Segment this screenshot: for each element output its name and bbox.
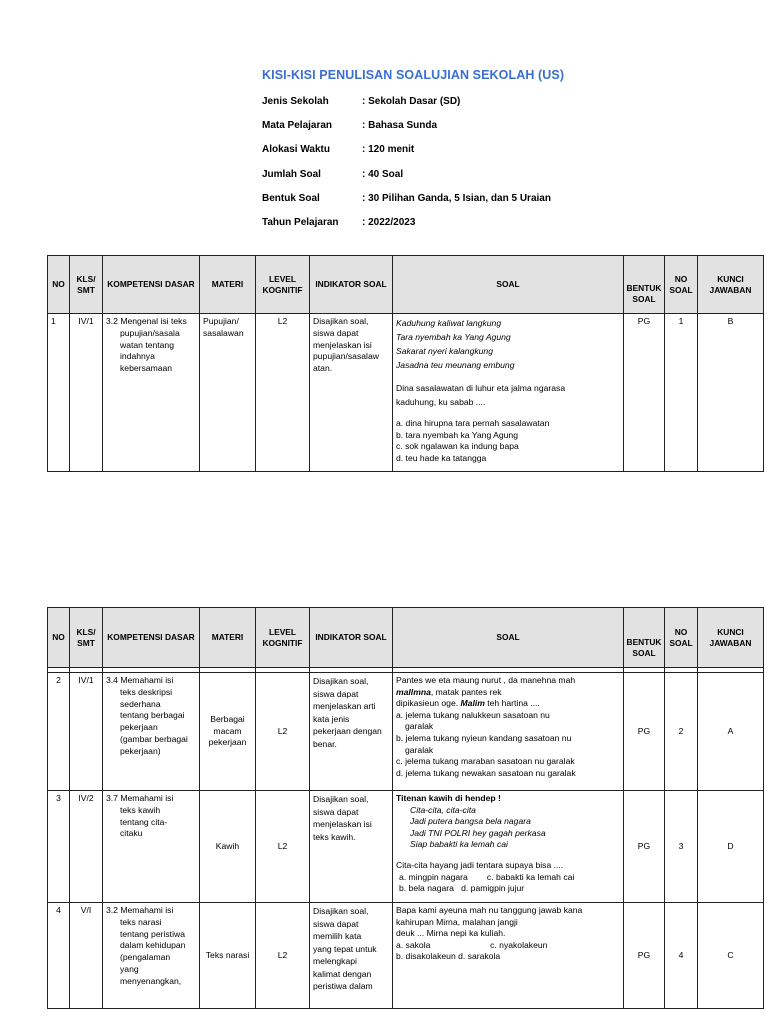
header-kls-smt: KLS/ SMT: [70, 608, 103, 668]
table-row: [48, 903, 764, 1009]
header-no-soal: NO SOAL: [665, 256, 698, 314]
meta-label: Jenis Sekolah: [262, 96, 329, 107]
document-meta: [262, 96, 551, 241]
meta-value: : 30 Pilihan Ganda, 5 Isian, dan 5 Uraian: [362, 192, 551, 204]
meta-row: [262, 96, 551, 120]
cell-no-soal: 4: [665, 903, 698, 1009]
cell-bentuk: PG: [624, 673, 665, 791]
header-no: NO: [48, 608, 70, 668]
meta-label: Jumlah Soal: [262, 168, 321, 180]
header-level-kognitif: LEVEL KOGNITIF: [256, 608, 310, 668]
meta-value: : 2022/2023: [362, 216, 416, 228]
cell-materi: Pupujian/ sasalawan: [200, 314, 256, 472]
cell-indikator: Disajikan soal, siswa dapat menjelaskan arti kata jenis pekerjaan dengan benar.: [310, 673, 393, 791]
meta-label: Tahun Pelajaran: [262, 216, 339, 228]
header-no-soal: NO SOAL: [665, 608, 698, 668]
cell-no-soal: 2: [665, 673, 698, 791]
header-kunci-jawaban: KUNCI JAWABAN: [698, 256, 764, 314]
cell-bentuk: PG: [624, 903, 665, 1009]
header-bentuk-soal: BENTUK SOAL: [624, 608, 665, 668]
cell-soal: Pantes we eta maung nurut , da manehna mah mallmna, matak pantes rek dipikasieun oge. Malim teh hartina .... a. jelema tukang nalukkeun sasatoan nu garalak b. jelema tukang nyieun kandang sasatoan nu garalak c. jelema tukang maraban sasatoan nu garalak d. jelema tukang newakan sasatoan nu garalak: [393, 673, 624, 791]
meta-value: : 40 Soal: [362, 168, 404, 180]
meta-label: Alokasi Waktu: [262, 144, 330, 156]
header-indikator-soal: INDIKATOR SOAL: [310, 608, 393, 668]
cell-level: L2: [256, 314, 310, 472]
cell-kls: IV/1: [70, 314, 103, 472]
header-indikator-soal: INDIKATOR SOAL: [310, 256, 393, 314]
cell-materi: Kawih: [200, 791, 256, 903]
cell-kunci: B: [698, 314, 764, 472]
cell-no-soal: 1: [665, 314, 698, 472]
cell-kls: V/I: [70, 903, 103, 1009]
cell-no-soal: 3: [665, 791, 698, 903]
header-materi: MATERI: [200, 256, 256, 314]
meta-row: [262, 120, 551, 144]
kisi-table-2: [47, 607, 764, 1009]
header-kompetensi-dasar: KOMPETENSI DASAR: [103, 608, 200, 668]
cell-kompetensi-dasar: 3.2 Memahami isi teks narasi tentang peristiwa dalam kehidupan (pengalaman yang menyenangkan,: [103, 903, 200, 1009]
table-header-row: [48, 256, 764, 314]
header-level-kognitif: LEVEL KOGNITIF: [256, 256, 310, 314]
cell-kompetensi-dasar: 3.4 Memahami isi teks deskripsi sederhana tentang berbagai pekerjaan (gambar berbagai pekerjaan): [103, 673, 200, 791]
header-kls-smt: KLS/ SMT: [70, 256, 103, 314]
cell-indikator: Disajikan soal, siswa dapat memilih kata yang tepat untuk melengkapi kalimat dengan peristiwa dalam: [310, 903, 393, 1009]
header-kunci-jawaban: KUNCI JAWABAN: [698, 608, 764, 668]
cell-indikator: Disajikan soal, siswa dapat menjelaskan isi pupujian/sasalaw atan.: [310, 314, 393, 472]
meta-label: Mata Pelajaran: [262, 120, 333, 132]
meta-row: [262, 217, 551, 241]
cell-materi: Berbagai macam pekerjaan: [200, 673, 256, 791]
meta-row: [262, 144, 551, 168]
meta-value: : Sekolah Dasar (SD): [362, 96, 461, 107]
cell-materi: Teks narasi: [200, 903, 256, 1009]
cell-no: 2: [48, 673, 70, 791]
cell-no: 1: [48, 314, 70, 472]
cell-no: 4: [48, 903, 70, 1009]
cell-kompetensi-dasar: 3.7 Memahami isi teks kawih tentang cita- citaku: [103, 791, 200, 903]
kisi-table-1: [47, 255, 764, 472]
header-kompetensi-dasar: KOMPETENSI DASAR: [103, 256, 200, 314]
table-row: [48, 791, 764, 903]
cell-level: L2: [256, 673, 310, 791]
meta-value: : Bahasa Sunda: [362, 120, 438, 132]
cell-soal: Kaduhung kaliwat langkung Tara nyembah ka Yang Agung Sakarat nyeri kalangkung Jasadna teu meunang embung Dina sasalawatan di luhur eta jalma ngarasa kaduhung, ku sabab .... a. dina hirupna tara pernah sasalawatan b. tara nyembah ka Yang Agung c. sok ngalawan ka indung bapa d. teu hade ka tatangga: [393, 314, 624, 472]
cell-bentuk: PG: [624, 791, 665, 903]
meta-row: [262, 169, 551, 193]
header-no: NO: [48, 256, 70, 314]
cell-level: L2: [256, 791, 310, 903]
document-title: KISI-KISI PENULISAN SOALUJIAN SEKOLAH (US): [262, 68, 565, 82]
cell-kls: IV/2: [70, 791, 103, 903]
cell-kunci: A: [698, 673, 764, 791]
meta-value: : 120 menit: [362, 144, 415, 156]
cell-no: 3: [48, 791, 70, 903]
cell-kompetensi-dasar: 3.2 Mengenal isi teks pupujian/sasala watan tentang indahnya kebersamaan: [103, 314, 200, 472]
cell-kunci: C: [698, 903, 764, 1009]
cell-bentuk: PG: [624, 314, 665, 472]
meta-row: [262, 193, 551, 217]
table-header-row: [48, 608, 764, 668]
table-row: [48, 673, 764, 791]
cell-soal: Bapa kami ayeuna mah nu tanggung jawab kana kahirupan Mirna, malahan jangji deuk ... Mirna nepi ka kuliah. a. sakola c. nyakolakeun b. disakolakeun d. sarakola: [393, 903, 624, 1009]
header-materi: MATERI: [200, 608, 256, 668]
header-bentuk-soal: BENTUK SOAL: [624, 256, 665, 314]
header-soal: SOAL: [393, 256, 624, 314]
cell-level: L2: [256, 903, 310, 1009]
header-soal: SOAL: [393, 608, 624, 668]
cell-indikator: Disajikan soal, siswa dapat menjelaskan isi teks kawih.: [310, 791, 393, 903]
cell-kunci: D: [698, 791, 764, 903]
cell-soal: Titenan kawih di hendep ! Cita-cita, cita-cita Jadi putera bangsa bela nagara Jadi TNI POLRI hey gagah perkasa Siap babakti ka lemah cai Cita-cita hayang jadi tentara supaya bisa .... a. mingpin nagara c. babakti ka lemah cai b. bela nagara d. pamigpin jujur: [393, 791, 624, 903]
table-row: [48, 314, 764, 472]
cell-kls: IV/1: [70, 673, 103, 791]
meta-label: Bentuk Soal: [262, 192, 320, 204]
